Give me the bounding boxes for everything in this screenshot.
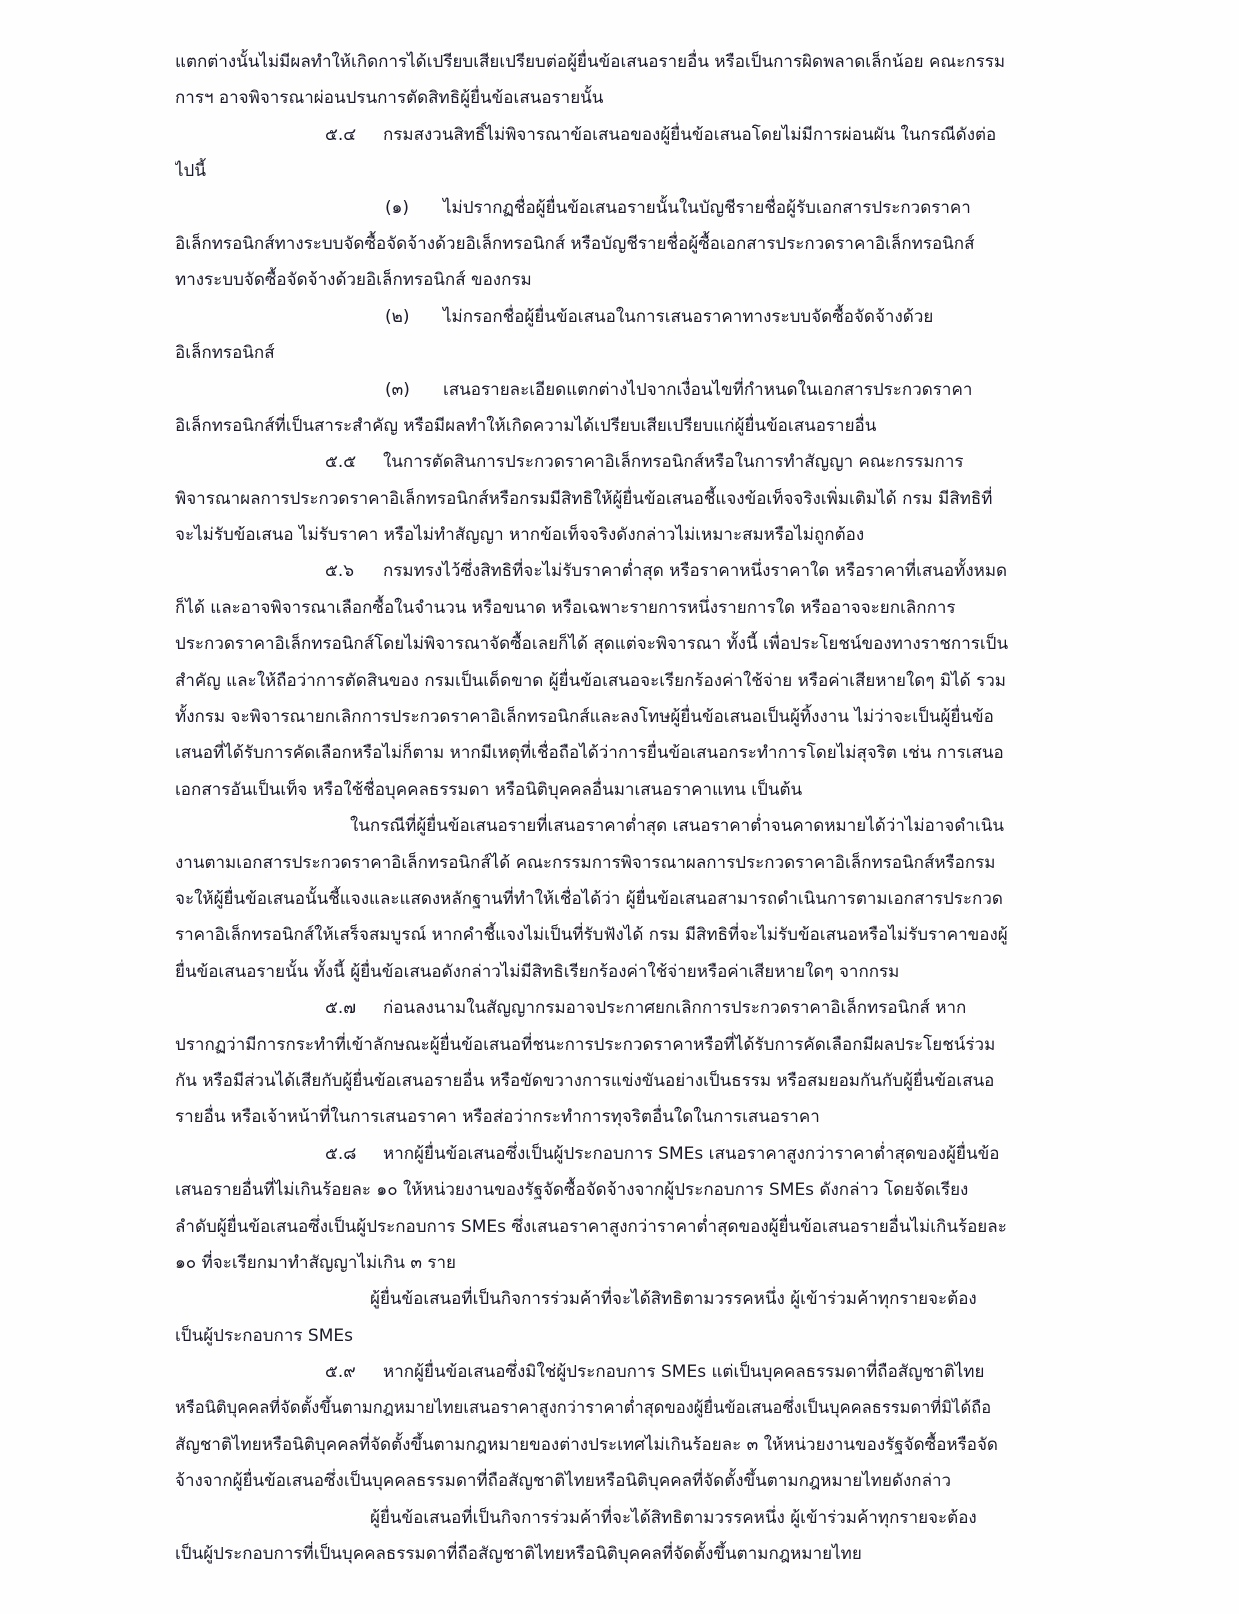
text-line: [175, 262, 1010, 298]
line-text: เสนอรายอื่นที่ไม่เกินร้อยละ ๑๐ ให้หน่วยงานของรัฐจัดซื้อจัดจ้างจากผู้ประกอบการ SMEs ดังกล่าว โดยจัดเรียง: [175, 1180, 969, 1201]
text-line: [175, 299, 1010, 335]
clause-number: ๕.๕: [325, 452, 357, 473]
text-line: [175, 1136, 1010, 1172]
line-text: ในการตัดสินการประกวดราคาอิเล็กทรอนิกส์หรือในการทำสัญญา คณะกรรมการ: [383, 452, 964, 473]
text-line: [175, 917, 1010, 953]
line-text: ก่อนลงนามในสัญญากรมอาจประกาศยกเลิกการประกวดราคาอิเล็กทรอนิกส์ หาก: [383, 998, 967, 1019]
line-text: ผู้ยื่นข้อเสนอที่เป็นกิจการร่วมค้าที่จะได้สิทธิตามวรรคหนึ่ง ผู้เข้าร่วมค้าทุกรายจะต้อง: [370, 1507, 977, 1528]
text-line: [175, 881, 1010, 917]
text-line: [175, 44, 1010, 80]
clause-number: ๕.๙: [325, 1362, 356, 1383]
line-text: ไปนี้: [175, 161, 206, 182]
text-line: [175, 444, 1010, 480]
line-text: อิเล็กทรอนิกส์ที่เป็นสาระสำคัญ หรือมีผลทำให้เกิดความได้เปรียบเสียเปรียบแก่ผู้ยื่นข้อเสนอรายอื่น: [175, 415, 877, 436]
text-line: [175, 190, 1010, 226]
line-text: ราคาอิเล็กทรอนิกส์ให้เสร็จสมบูรณ์ หากคำชี้แจงไม่เป็นที่รับฟังได้ กรม มีสิทธิที่จะไม่รับข้อเสนอหรือไม่รับราคาของผู้: [175, 925, 1008, 946]
line-text: ก็ได้ และอาจพิจารณาเลือกซื้อในจำนวน หรือขนาด หรือเฉพาะรายการหนึ่งรายการใด หรืออาจจะยกเลิกการ: [175, 597, 956, 618]
line-text: จะไม่รับข้อเสนอ ไม่รับราคา หรือไม่ทำสัญญา หากข้อเท็จจริงดังกล่าวไม่เหมาะสมหรือไม่ถูกต้อง: [175, 525, 865, 546]
line-text: กัน หรือมีส่วนได้เสียกับผู้ยื่นข้อเสนอรายอื่น หรือขัดขวางการแข่งขันอย่างเป็นธรรม หรือสมยอมกันกับผู้ยื่นข้อเสนอ: [175, 1070, 995, 1091]
line-text: จ้างจากผู้ยื่นข้อเสนอซึ่งเป็นบุคคลธรรมดาที่ถือสัญชาติไทยหรือนิติบุคคลที่จัดตั้งขึ้นตามกฎหมายไทยดังกล่าว: [175, 1471, 952, 1492]
line-text: กรมทรงไว้ซึ่งสิทธิที่จะไม่รับราคาต่ำสุด หรือราคาหนึ่งราคาใด หรือราคาที่เสนอทั้งหมด: [383, 561, 1008, 582]
text-line: [175, 808, 1010, 844]
clause-number: (๒): [385, 306, 410, 327]
line-text: ลำดับผู้ยื่นข้อเสนอซึ่งเป็นผู้ประกอบการ SMEs ซึ่งเสนอราคาสูงกว่าราคาต่ำสุดของผู้ยื่นข้อเสนอรายอื่นไม่เกินร้อยละ: [175, 1216, 1007, 1237]
line-text: จะให้ผู้ยื่นข้อเสนอนั้นชี้แจงและแสดงหลักฐานที่ทำให้เชื่อได้ว่า ผู้ยื่นข้อเสนอสามารถดำเนินการตามเอกสารประกวด: [175, 888, 1003, 909]
line-text: ยื่นข้อเสนอรายนั้น ทั้งนี้ ผู้ยื่นข้อเสนอดังกล่าวไม่มีสิทธิเรียกร้องค่าใช้จ่ายหรือค่าเสียหายใดๆ จากกรม: [175, 961, 900, 982]
text-line: [175, 772, 1010, 808]
text-line: [175, 1245, 1010, 1281]
text-line: [175, 1318, 1010, 1354]
text-line: [175, 372, 1010, 408]
line-text: เสนอที่ได้รับการคัดเลือกหรือไม่ก็ตาม หากมีเหตุที่เชื่อถือได้ว่าการยื่นข้อเสนอกระทำการโดยไม่สุจริต เช่น การเสนอ: [175, 743, 1004, 764]
line-text: เสนอรายละเอียดแตกต่างไปจากเงื่อนไขที่กำหนดในเอกสารประกวดราคา: [443, 379, 973, 400]
text-line: [175, 699, 1010, 735]
text-line: [175, 590, 1010, 626]
clause-number: (๓): [385, 379, 410, 400]
line-text: ไม่ปรากฏชื่อผู้ยื่นข้อเสนอรายนั้นในบัญชีรายชื่อผู้รับเอกสารประกวดราคา: [443, 197, 971, 218]
line-text: ทั้งกรม จะพิจารณายกเลิกการประกวดราคาอิเล็กทรอนิกส์และลงโทษผู้ยื่นข้อเสนอเป็นผู้ทิ้งงาน ไม่ว่าจะเป็นผู้ยื่นข้อ: [175, 707, 994, 728]
text-line: [175, 481, 1010, 517]
text-line: [175, 1390, 1010, 1426]
line-text: ประกวดราคาอิเล็กทรอนิกส์โดยไม่พิจารณาจัดซื้อเลยก็ได้ สุดแต่จะพิจารณา ทั้งนี้ เพื่อประโยชน์ของทางราชการเป็น: [175, 634, 1009, 655]
line-text: หากผู้ยื่นข้อเสนอซึ่งเป็นผู้ประกอบการ SMEs เสนอราคาสูงกว่าราคาต่ำสุดของผู้ยื่นข้อ: [383, 1143, 1000, 1164]
text-line: [175, 1027, 1010, 1063]
line-text: รายอื่น หรือเจ้าหน้าที่ในการเสนอราคา หรือส่อว่ากระทำการทุจริตอื่นใดในการเสนอราคา: [175, 1107, 820, 1128]
line-text: ทางระบบจัดซื้อจัดจ้างด้วยอิเล็กทรอนิกส์ ของกรม: [175, 270, 532, 291]
text-line: [175, 663, 1010, 699]
text-line: [175, 117, 1010, 153]
line-text: ปรากฏว่ามีการกระทำที่เข้าลักษณะผู้ยื่นข้อเสนอที่ชนะการประกวดราคาหรือที่ได้รับการคัดเลือกมีผลประโยชน์ร่วม: [175, 1034, 996, 1055]
text-line: [175, 335, 1010, 371]
text-line: [175, 153, 1010, 189]
text-line: [175, 1427, 1010, 1463]
line-text: กรมสงวนสิทธิ์ไม่พิจารณาข้อเสนอของผู้ยื่นข้อเสนอโดยไม่มีการผ่อนผัน ในกรณีดังต่อ: [383, 124, 997, 145]
line-text: หรือนิติบุคคลที่จัดตั้งขึ้นตามกฎหมายไทยเสนอราคาสูงกว่าราคาต่ำสุดของผู้ยื่นข้อเสนอซึ่งเป็นบุคคลธรรมดาที่มิได้ถือ: [175, 1398, 992, 1418]
line-text: พิจารณาผลการประกวดราคาอิเล็กทรอนิกส์หรือกรมมีสิทธิให้ผู้ยื่นข้อเสนอชี้แจงข้อเท็จจริงเพิ่มเติมได้ กรม มีสิทธิที่: [175, 488, 993, 509]
clause-number: ๕.๔: [325, 124, 357, 145]
text-line: [175, 1281, 1010, 1317]
document-body: [175, 44, 1010, 1572]
text-line: [175, 735, 1010, 771]
text-line: [175, 80, 1010, 116]
text-line: [175, 954, 1010, 990]
line-text: การฯ อาจพิจารณาผ่อนปรนการตัดสิทธิผู้ยื่นข้อเสนอรายนั้น: [175, 88, 604, 109]
text-line: [175, 226, 1010, 262]
clause-number: ๕.๖: [325, 561, 355, 582]
text-line: [175, 1536, 1010, 1572]
text-line: [175, 1099, 1010, 1135]
line-text: สัญชาติไทยหรือนิติบุคคลที่จัดตั้งขึ้นตามกฎหมายของต่างประเทศไม่เกินร้อยละ ๓ ให้หน่วยงานของรัฐจัดซื้อหรือจัด: [175, 1434, 998, 1455]
line-text: งานตามเอกสารประกวดราคาอิเล็กทรอนิกส์ได้ คณะกรรมการพิจารณาผลการประกวดราคาอิเล็กทรอนิกส์หรือกรม: [175, 852, 996, 873]
text-line: [175, 1063, 1010, 1099]
line-text: เป็นผู้ประกอบการ SMEs: [175, 1325, 353, 1346]
line-text: ในกรณีที่ผู้ยื่นข้อเสนอรายที่เสนอราคาต่ำสุด เสนอราคาต่ำจนคาดหมายได้ว่าไม่อาจดำเนิน: [350, 816, 1005, 837]
line-text: เอกสารอันเป็นเท็จ หรือใช้ชื่อบุคคลธรรมดา หรือนิติบุคคลอื่นมาเสนอราคาแทน เป็นต้น: [175, 779, 803, 800]
text-line: [175, 553, 1010, 589]
line-text: อิเล็กทรอนิกส์ทางระบบจัดซื้อจัดจ้างด้วยอิเล็กทรอนิกส์ หรือบัญชีรายชื่อผู้ซื้อเอกสารประกวดราคาอิเล็กทรอนิกส์: [175, 233, 975, 254]
line-text: แตกต่างนั้นไม่มีผลทำให้เกิดการได้เปรียบเสียเปรียบต่อผู้ยื่นข้อเสนอรายอื่น หรือเป็นการผิดพลาดเล็กน้อย คณะกรรม: [175, 52, 1006, 72]
line-text: เป็นผู้ประกอบการที่เป็นบุคคลธรรมดาที่ถือสัญชาติไทยหรือนิติบุคคลที่จัดตั้งขึ้นตามกฎหมายไทย: [175, 1544, 862, 1565]
text-line: [175, 408, 1010, 444]
clause-number: ๕.๘: [325, 1143, 357, 1164]
text-line: [175, 1172, 1010, 1208]
text-line: [175, 845, 1010, 881]
text-line: [175, 1354, 1010, 1390]
clause-number: (๑): [385, 197, 410, 218]
text-line: [175, 1209, 1010, 1245]
clause-number: ๕.๗: [325, 998, 357, 1019]
text-line: [175, 1463, 1010, 1499]
line-text: ๑๐ ที่จะเรียกมาทำสัญญาไม่เกิน ๓ ราย: [175, 1252, 457, 1273]
line-text: ไม่กรอกชื่อผู้ยื่นข้อเสนอในการเสนอราคาทางระบบจัดซื้อจัดจ้างด้วย: [443, 306, 934, 327]
text-line: [175, 1500, 1010, 1536]
line-text: หากผู้ยื่นข้อเสนอซึ่งมิใช่ผู้ประกอบการ SMEs แต่เป็นบุคคลธรรมดาที่ถือสัญชาติไทย: [383, 1362, 985, 1383]
line-text: สำคัญ และให้ถือว่าการตัดสินของ กรมเป็นเด็ดขาด ผู้ยื่นข้อเสนอจะเรียกร้องค่าใช้จ่าย หรือค่าเสียหายใดๆ มิได้ รวม: [175, 670, 1006, 691]
text-line: [175, 517, 1010, 553]
line-text: ผู้ยื่นข้อเสนอที่เป็นกิจการร่วมค้าที่จะได้สิทธิตามวรรคหนึ่ง ผู้เข้าร่วมค้าทุกรายจะต้อง: [370, 1289, 977, 1310]
line-text: อิเล็กทรอนิกส์: [175, 343, 275, 364]
text-line: [175, 990, 1010, 1026]
text-line: [175, 626, 1010, 662]
